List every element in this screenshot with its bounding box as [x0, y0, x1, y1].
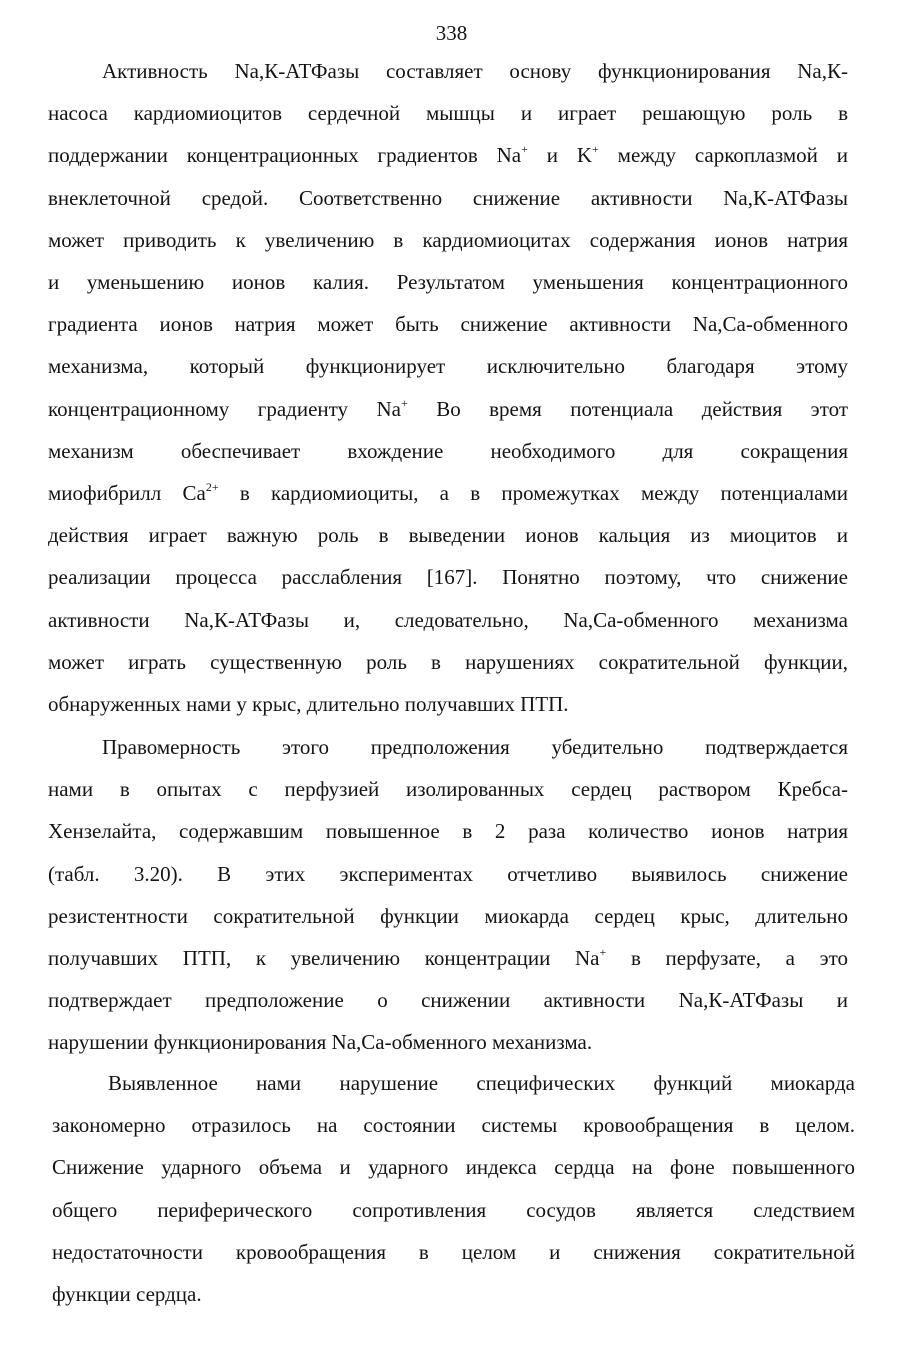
text-line [48, 943, 848, 973]
text-line [48, 520, 848, 550]
text-segment: концентрационному градиенту Na [48, 396, 401, 421]
superscript: 2+ [205, 480, 219, 494]
superscript: + [599, 945, 607, 959]
text-line [48, 816, 848, 846]
text-line [48, 98, 848, 128]
text-segment: между саркоплазмой и [598, 143, 849, 168]
text-line [48, 985, 848, 1015]
text-segment: в кардиомиоциты, а в промежутках между потенциалами [218, 481, 848, 505]
text-line [102, 56, 848, 86]
text-segment: насоса кардиомиоцитов сердечной мышцы и играет решающую роль в [48, 101, 848, 126]
page-number: 338 [435, 21, 468, 45]
text-segment: функции сердца. [52, 1282, 202, 1306]
text-segment: поддержании концентрационных градиентов Na [48, 143, 522, 168]
text-line [48, 309, 848, 339]
text-line [102, 732, 848, 762]
text-segment: градиента ионов натрия может быть снижение активности Na,Са-обменного [48, 312, 848, 337]
text-line [48, 1027, 848, 1057]
text-line [48, 689, 848, 719]
text-line [52, 1237, 855, 1267]
text-segment: резистентности сократительной функции миокарда сердец крыс, длительно [48, 903, 848, 928]
text-segment: общего периферического сопротивления сосудов является следствием [52, 1197, 855, 1222]
text-segment: недостаточности кровообращения в целом и снижения сократительной [52, 1239, 855, 1264]
superscript: + [521, 142, 528, 157]
text-segment: подтверждает предположение о снижении активности Na,К-АТФазы и [48, 988, 848, 1013]
text-segment: и уменьшению ионов калия. Результатом уменьшения концентрационного [48, 270, 848, 294]
text-segment: механизма, который функционирует исключительно благодаря этому [48, 354, 848, 379]
text-segment: механизм обеспечивает вхождение необходимого для сокращения [48, 438, 848, 463]
text-segment: Хензелайта, содержавшим повышенное в 2 раза количество ионов натрия [48, 819, 848, 844]
text-line [48, 436, 848, 466]
text-line [48, 774, 848, 804]
text-segment: Во время потенциала действия этот [407, 396, 848, 421]
text-line [48, 605, 848, 635]
text-line [48, 225, 848, 255]
text-line [108, 1068, 855, 1098]
text-line [48, 140, 848, 170]
text-line [48, 901, 848, 931]
text-segment: нами в опытах с перфузией изолированных сердец раствором Кребса- [48, 777, 848, 802]
text-segment: активности Na,К-АТФазы и, следовательно, Na,Са-обменного механизма [48, 607, 848, 632]
text-line [52, 1195, 855, 1225]
text-line [48, 351, 848, 381]
text-line [48, 478, 848, 508]
text-line [52, 1110, 855, 1140]
text-segment: закономерно отразилось на состоянии системы кровообращения в целом. [52, 1113, 855, 1138]
text-line [48, 859, 848, 889]
text-line [52, 1152, 855, 1182]
text-segment: (табл. 3.20). В этих экспериментах отчетливо выявилось снижение [48, 861, 848, 886]
text-line [48, 183, 848, 213]
superscript: + [400, 395, 408, 410]
text-segment: реализации процесса расслабления [167]. Понятно поэтому, что снижение [48, 565, 848, 590]
text-segment: получавших ПТП, к увеличению концентрации Na [48, 946, 600, 970]
text-segment: действия играет важную роль в выведении ионов кальция из миоцитов и [48, 523, 848, 548]
text-segment: Выявленное нами нарушение специфических функций миокарда [108, 1071, 855, 1095]
text-segment: Снижение ударного объема и ударного индекса сердца на фоне повышенного [52, 1155, 855, 1180]
text-segment: может приводить к увеличению в кардиомиоцитах содержания ионов натрия [48, 227, 848, 252]
text-line [48, 394, 848, 424]
text-line [48, 562, 848, 592]
text-segment: миофибрилл Са [48, 481, 206, 505]
text-segment: может играть существенную роль в нарушениях сократительной функции, [48, 649, 848, 674]
text-line [48, 267, 848, 297]
text-segment: обнаруженных нами у крыс, длительно получавших ПТП. [48, 692, 569, 716]
text-segment: Правомерность этого предположения убедительно подтверждается [102, 735, 848, 759]
text-segment: нарушении функционирования Na,Са-обменного механизма. [48, 1030, 593, 1055]
superscript: + [592, 142, 599, 157]
text-segment: и K [527, 143, 593, 168]
text-line [52, 1279, 855, 1309]
text-line [48, 647, 848, 677]
text-segment: внеклеточной средой. Соответственно снижение активности Na,К-АТФазы [48, 185, 848, 210]
text-segment: Активность Na,К-АТФазы составляет основу функционирования Na,К- [102, 59, 848, 83]
text-segment: в перфузате, а это [606, 946, 849, 970]
